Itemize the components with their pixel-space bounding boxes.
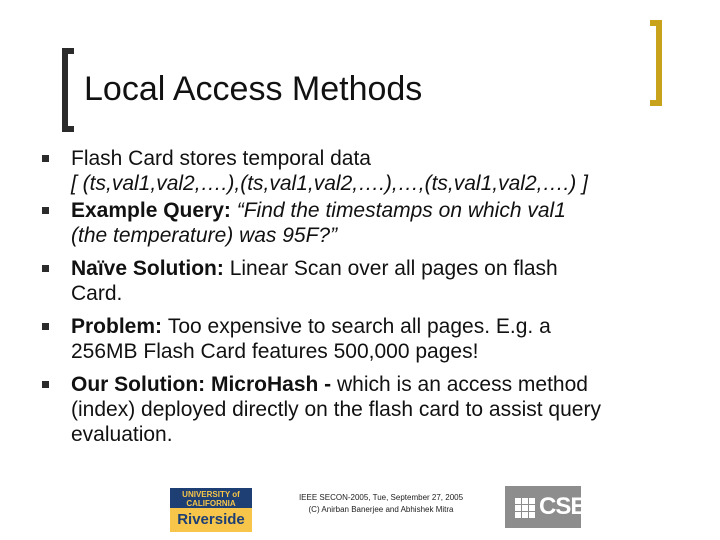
bullet-line bbox=[71, 314, 690, 339]
bullet-text: which is an access method bbox=[337, 373, 588, 396]
title-bracket-right bbox=[650, 20, 662, 106]
slide-title: Local Access Methods bbox=[84, 70, 423, 108]
bullet-square-icon bbox=[42, 381, 49, 388]
bullet-list bbox=[40, 146, 690, 455]
ucr-logo bbox=[170, 488, 252, 532]
bullet-text: Card. bbox=[71, 282, 123, 305]
bullet-label: Problem: bbox=[71, 315, 168, 338]
ucr-logo-top-text: UNIVERSITY of CALIFORNIA bbox=[182, 490, 240, 508]
bullet-line bbox=[71, 256, 690, 281]
bullet-item bbox=[40, 314, 690, 364]
footer-line-1: IEEE SECON-2005, Tue, September 27, 2005 bbox=[298, 493, 464, 502]
bullet-line bbox=[71, 281, 690, 306]
bullet-line bbox=[71, 198, 690, 223]
bullet-line bbox=[71, 397, 690, 422]
bullet-text: Too expensive to search all pages. E.g. a bbox=[167, 315, 551, 338]
bullet-item bbox=[40, 146, 690, 196]
bullet-text: Linear Scan over all pages on flash bbox=[229, 257, 558, 280]
bullet-label: Our Solution: MicroHash - bbox=[71, 373, 337, 396]
bullet-square-icon bbox=[42, 323, 49, 330]
footer-line-2: (C) Anirban Banerjee and Abhishek Mitra bbox=[308, 505, 454, 514]
bullet-line bbox=[71, 339, 690, 364]
bullet-text: Flash Card stores temporal data bbox=[71, 147, 371, 170]
bullet-text: 256MB Flash Card features 500,000 pages! bbox=[71, 340, 479, 363]
cse-grid-icon bbox=[515, 498, 533, 516]
bullet-line bbox=[71, 223, 690, 248]
bullet-item bbox=[40, 372, 690, 447]
bullet-label: Example Query: bbox=[71, 199, 237, 222]
bullet-text: (index) deployed directly on the flash card to assist query bbox=[71, 398, 601, 421]
bullet-line bbox=[71, 422, 690, 447]
bullet-text: [ (ts,val1,val2,….),(ts,val1,val2,….),…,(ts,val1,val2,….) ] bbox=[71, 172, 588, 195]
bullet-square-icon bbox=[42, 265, 49, 272]
footer-text bbox=[266, 492, 496, 516]
ucr-logo-bottom-text: Riverside bbox=[170, 508, 252, 532]
bullet-text: evaluation. bbox=[71, 423, 173, 446]
bullet-line bbox=[71, 171, 690, 196]
bullet-text: “Find the timestamps on which val1 bbox=[236, 199, 566, 222]
bullet-line bbox=[71, 372, 690, 397]
bullet-label: Naïve Solution: bbox=[71, 257, 230, 280]
bullet-item bbox=[40, 198, 690, 248]
cse-logo bbox=[505, 486, 586, 528]
bullet-square-icon bbox=[42, 155, 49, 162]
title-bracket-left bbox=[62, 48, 74, 132]
bullet-item bbox=[40, 256, 690, 306]
bullet-line bbox=[71, 146, 690, 171]
cse-logo-text: CSE bbox=[539, 493, 586, 520]
footer bbox=[0, 482, 720, 534]
bullet-square-icon bbox=[42, 207, 49, 214]
bullet-text: (the temperature) was 95F?” bbox=[71, 224, 338, 247]
